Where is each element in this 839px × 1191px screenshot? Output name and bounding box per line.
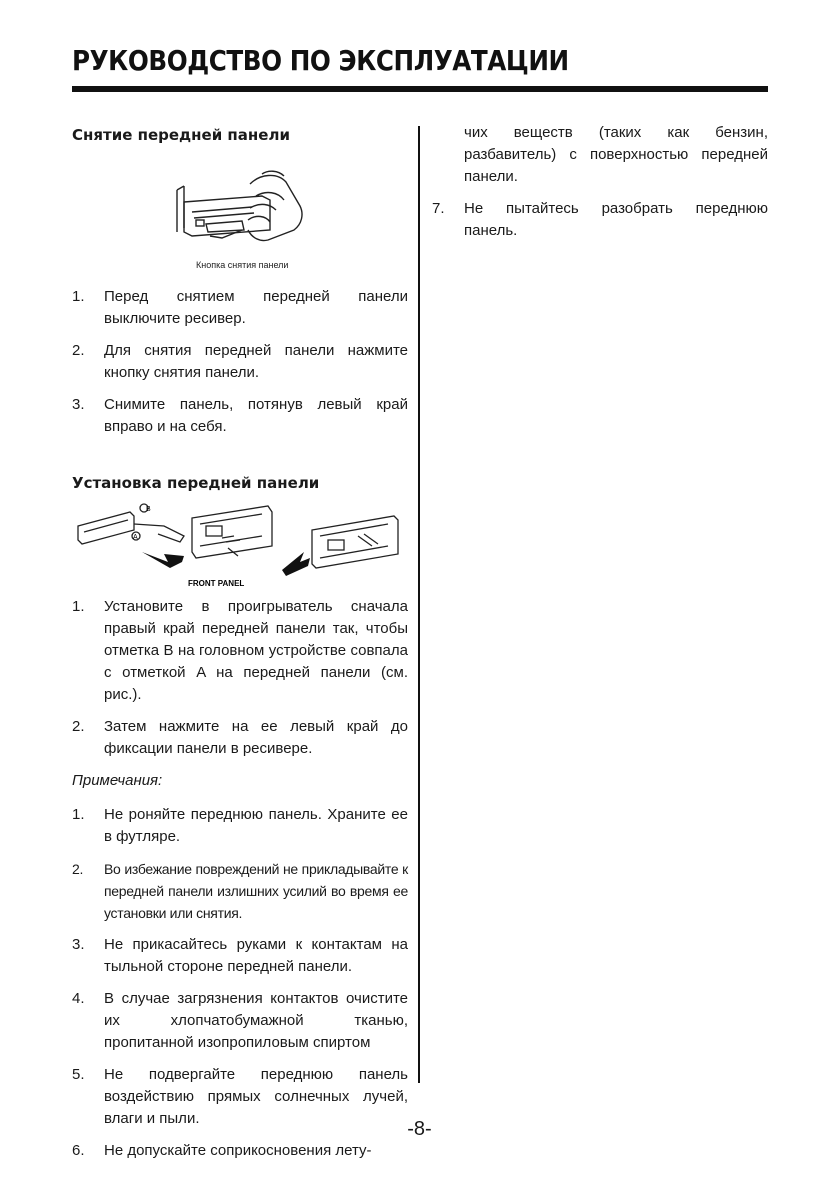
mark-a-label: A [133, 534, 138, 541]
left-column [72, 126, 408, 1172]
list-item: 1. Установите в проигрыватель сначала правый край передней панели так, чтобы отметка B на головном устройстве совпала с отметкой A на передней панели (см. рис.). [72, 598, 408, 703]
list-item: 1. Не роняйте переднюю панель. Храните ее в футляре. [72, 806, 408, 845]
removal-section-title: Снятие передней панели [72, 126, 290, 144]
installation-section-title: Установка передней панели [72, 474, 320, 492]
notes-list [72, 804, 408, 1162]
removal-steps [72, 286, 408, 438]
notes-title: Примечания: [72, 772, 163, 789]
right-column [432, 122, 768, 252]
panel-installation-illustration [72, 496, 408, 592]
page-title: РУКОВОДСТВО ПО ЭКСПЛУАТАЦИИ [72, 44, 569, 77]
removal-figure-caption: Кнопка снятия панели [196, 260, 289, 270]
installation-figure [72, 496, 408, 596]
list-item: 3. Снимите панель, потянув левый край вправо и на себя. [72, 396, 408, 435]
list-item: 4. В случае загрязнения контактов очистите их хлопчатобумажной тканью, пропитанной изопропиловым спиртом [72, 990, 408, 1051]
list-item: 2. Во избежание повреждений не прикладывайте к передней панели излишних усилий во время ее установки или снятия. [72, 861, 408, 921]
list-item: 2. Для снятия передней панели нажмите кнопку снятия панели. [72, 342, 408, 381]
list-item: 2. Затем нажмите на ее левый край до фиксации панели в ресивере. [72, 718, 408, 757]
page-number: -8- [407, 1118, 432, 1140]
list-item: 5. Не подвергайте переднюю панель воздействию прямых солнечных лучей, влаги и пыли. [72, 1066, 408, 1127]
list-item: 1. Перед снятием передней панели выключите ресивер. [72, 288, 408, 327]
list-item: 3. Не прикасайтесь руками к контактам на тыльной стороне передней панели. [72, 936, 408, 975]
removal-figure [72, 144, 408, 274]
column-divider [418, 126, 420, 1083]
list-item: 6. Не допускайте соприкосновения лету- [72, 1142, 372, 1159]
mark-b-label: B [146, 506, 151, 513]
notes-list-continued [432, 122, 768, 242]
list-item: чих веществ (таких как бензин, разбавитель) с поверхностью передней панели. [464, 124, 768, 185]
panel-removal-illustration [72, 152, 408, 264]
list-item: 7. Не пытайтесь разобрать переднюю панель. [432, 200, 768, 239]
header-rule [72, 86, 768, 92]
installation-steps [72, 596, 408, 760]
front-panel-label: FRONT PANEL [188, 579, 245, 588]
